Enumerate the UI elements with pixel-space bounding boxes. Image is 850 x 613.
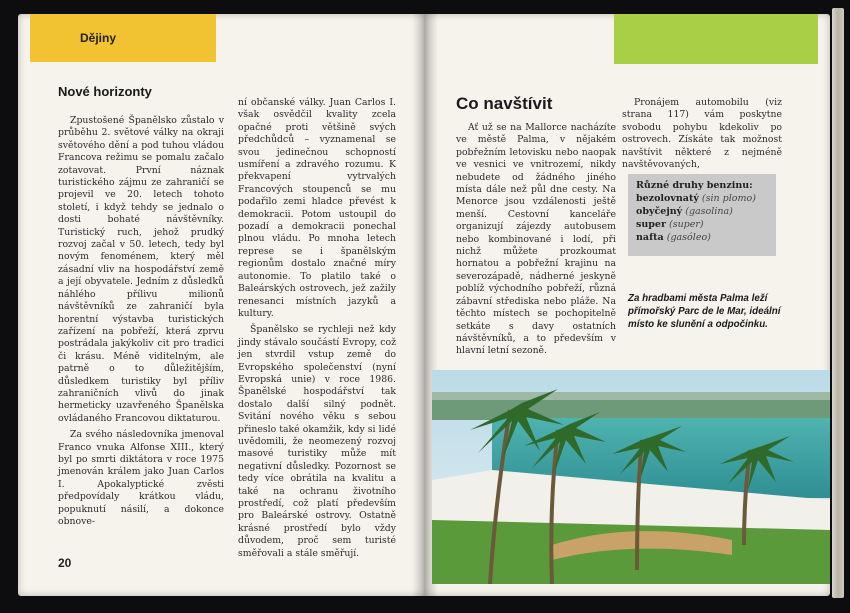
photo-caption: Za hradbami města Palma leží přímořský Parc de le Mar, ideální místo ke slunění a odpočinku. [628, 293, 781, 330]
fuel-local-name: (gasolina) [685, 206, 733, 217]
paragraph: Španělsko se rychleji než kdy jindy stávalo součástí Evropy, což jen stvrdil vstup země do Evropského společenství (nyní Evropská unie) v roce 1986. Španělské hospodářství tak dostalo další silný podnět. Svitání nového věku s sebou přineslo také okamžik, kdy si lidé uvědomili, že neomezený rozvoj masové turistiky může mít negativní důsledky. Pozornost se tedy více obrátila na kvalitu a také na ochranu životního prostředí, což platí především pro Baleárské ostrovy. Ostatně krásné prostředí bylo vždy důvodem, proč sem turisté směřovali a stále směřují. [238, 324, 396, 559]
left-heading: Nové horizonty [58, 84, 152, 99]
page-number: 20 [58, 556, 72, 570]
right-column-1 [456, 122, 616, 362]
fuel-local-name: (super) [668, 219, 704, 230]
fuel-name: bezolovnatý [636, 193, 699, 204]
left-column-1 [58, 115, 224, 532]
fuel-box-title: Různé druhy benzinu: [636, 180, 753, 191]
section-label: Dějiny [80, 31, 117, 45]
fuel-row [636, 205, 768, 218]
fuel-row [636, 218, 768, 231]
fuel-types-box [628, 174, 776, 256]
fuel-name: obyčejný [636, 206, 683, 217]
fuel-row [636, 192, 768, 205]
fuel-local-name: (sin plomo) [701, 193, 756, 204]
section-header-band [30, 14, 216, 62]
paragraph: ní občanské války. Juan Carlos I. však osvědčil kvality zcela opačné proti většině svých předchůdců – vyznamenal se svou jedinečnou schopností usmíření a zdravého rozumu. K překvapení vytrvalých Francových stoupenců se mu podařilo zemi hladce převést k demokracii. Potom ustoupil do pozadí a demokracii ponechal plnou vládu. Po mnoha letech represe se i španělským regionům dostalo značné míry autonomie. To platilo také o Baleárských ostrovech, jež zažily renesanci místních jazyků a kultury. [238, 97, 396, 319]
right-heading: Co navštívit [456, 94, 553, 113]
fuel-row [636, 231, 768, 244]
left-column-2 [238, 97, 396, 564]
page-edges [832, 8, 844, 598]
fuel-name: nafta [636, 232, 664, 243]
paragraph: Pronájem automobilu (viz strana 117) vám poskytne svobodu pohybu kdekoliv po ostrovech. Získáte tak možnost navštívit některé z nejméně navštěvovaných, [622, 97, 782, 171]
fuel-name: super [636, 219, 666, 230]
paragraph: Zpustošené Španělsko zůstalo v průběhu 2. světové války na okraji světového dění a pod tuhou vládou Francova režimu se pomalu začalo zotavovat. První náznak turistického zájmu ze zahraničí se projevil ve 20. letech tohoto století, i když tehdy se jednalo o dosti bohaté návštěvníky. Turistický ruch, jehož prudký rozvoj začal v 50. letech, tedy byl novým fenoménem, který měl zásadní vliv na hospodářství země a její obyvatele. Jedním z důsledků náhlého přílivu milionů návštěvníků ze zahraničí byla horentní výstavba turistických zařízení na pobřeží, která zprvu postrádala jakýkoliv cit pro tradici či krásu. Méně viditelným, ale patrně o to důležitějším, důsledkem turistiky byl příliv zahraničních vlivů do jinak hermeticky uzavřeného Španělska ovládaného Francovou diktaturou. [58, 115, 224, 424]
palm-park-photo [432, 370, 830, 584]
fuel-local-name: (gasóleo) [666, 232, 711, 243]
paragraph: Za svého následovníka jmenoval Franco vnuka Alfonse XIII., který byl po smrti diktátora v roce 1975 jmenován králem jako Juan Carlos I. Apokalyptické zvěsti předpovídaly krátkou vládu, popuknutí násilí, a dokonce obnove- [58, 429, 224, 527]
right-header-band [614, 14, 818, 64]
right-column-2 [622, 97, 782, 175]
paragraph: Ať už se na Mallorce nacházíte ve městě Palma, v nějakém pobřežním letovisku nebo naopak ve vesnici ve vnitrozemí, nikdy nebudete od žádného jiného místa dále než půl dne cesty. Na Menorce jsou vzdálenosti ještě menší. Cestovní kanceláře organizují zájezdy autobusem nebo kombinované i lodí, při nichž můžete prozkoumat hornatou a pobřežní krajinu na severozápadě, nádherné jeskyně poblíž východního pobřeží, různá zábavní střediska nebo pláže. Na těchto místech se pochopitelně setkáte s davy ostatních návštěvníků, a to především v hlavní letní sezoně. [456, 122, 616, 357]
